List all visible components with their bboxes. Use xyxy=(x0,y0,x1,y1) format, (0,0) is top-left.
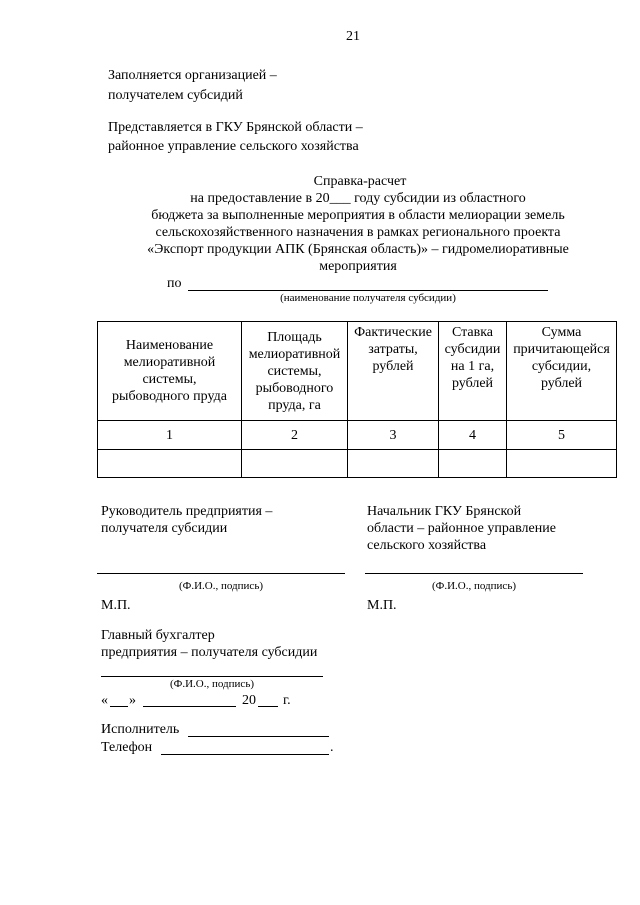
accountant-title-line-2: предприятия – получателя субсидии xyxy=(101,645,318,660)
executor-field[interactable] xyxy=(188,736,329,737)
table-header-actual-costs: Фактические затраты, рублей xyxy=(354,325,432,374)
table-header-area: Площадь мелиоративной системы, рыбоводного пруда, га xyxy=(248,329,341,413)
head-signature-caption: (Ф.И.О., подпись) xyxy=(179,580,263,592)
date-day-field[interactable] xyxy=(110,706,128,707)
phone-end-period: . xyxy=(330,740,334,755)
recipient-prefix: по xyxy=(167,276,182,291)
filled-by-line-2: получателем субсидий xyxy=(108,88,243,103)
accountant-signature-line[interactable] xyxy=(101,676,323,677)
date-year-prefix: 20 xyxy=(242,693,256,708)
table-data-cell-rate[interactable] xyxy=(439,450,506,477)
chief-signature-line[interactable] xyxy=(365,573,583,574)
head-title-line-2: получателя субсидии xyxy=(101,521,228,536)
date-close-quote: » xyxy=(129,693,136,708)
table-header-system: Наименование мелиоративной системы, рыбоводного пруда xyxy=(112,338,227,404)
chief-signature-caption: (Ф.И.О., подпись) xyxy=(432,580,516,592)
table-col-number-4: 4 xyxy=(469,427,476,443)
table-data-cell-system[interactable] xyxy=(98,450,241,477)
title-line-6: мероприятия xyxy=(319,259,397,274)
title-line-3: бюджета за выполненные мероприятия в области мелиорации земель xyxy=(151,208,565,223)
table-data-cell-actual-costs[interactable] xyxy=(348,450,438,477)
table-right-border xyxy=(616,321,617,478)
table-data-cell-subsidy-sum[interactable] xyxy=(507,450,616,477)
table-col-number-3: 3 xyxy=(389,427,397,443)
accountant-title-line-1: Главный бухгалтер xyxy=(101,628,215,643)
chief-title-line-1: Начальник ГКУ Брянской xyxy=(367,504,522,519)
accountant-signature-caption: (Ф.И.О., подпись) xyxy=(170,678,254,690)
table-data-cell-area[interactable] xyxy=(242,450,347,477)
recipient-caption: (наименование получателя субсидии) xyxy=(280,292,456,304)
filled-by-line-1: Заполняется организацией – xyxy=(108,68,277,83)
chief-title-line-2: области – районное управление xyxy=(367,521,556,536)
title-line-2: на предоставление в 20___ году субсидии из областного xyxy=(190,191,526,206)
table-bottom-border xyxy=(97,477,617,478)
head-signature-line[interactable] xyxy=(97,573,345,574)
executor-label: Исполнитель xyxy=(101,722,180,737)
date-year-field[interactable] xyxy=(258,706,278,707)
date-open-quote: « xyxy=(101,693,108,708)
document-title: Справка-расчет xyxy=(313,174,407,189)
table-col-number-1: 1 xyxy=(166,427,173,443)
phone-label: Телефон xyxy=(101,740,153,755)
chief-stamp-label: М.П. xyxy=(367,598,397,613)
table-header-rate: Ставка субсидии на 1 га, рублей xyxy=(444,325,501,391)
submitted-to-line-1: Представляется в ГКУ Брянской области – xyxy=(108,120,363,135)
title-line-5: «Экспорт продукции АПК (Брянская область)» – гидромелиоративные xyxy=(147,242,569,257)
phone-field[interactable] xyxy=(161,754,329,755)
date-year-suffix: г. xyxy=(283,693,291,708)
head-stamp-label: М.П. xyxy=(101,598,131,613)
recipient-name-line[interactable] xyxy=(188,290,548,291)
table-col-number-5: 5 xyxy=(558,427,565,443)
table-header-subsidy-sum: Сумма причитающейся субсидии, рублей xyxy=(513,325,610,391)
page-number: 21 xyxy=(346,29,360,44)
table-col-number-2: 2 xyxy=(291,427,298,443)
title-line-4: сельскохозяйственного назначения в рамках регионального проекта xyxy=(155,225,561,240)
chief-title-line-3: сельского хозяйства xyxy=(367,538,487,553)
submitted-to-line-2: районное управление сельского хозяйства xyxy=(108,139,359,154)
subsidy-table xyxy=(97,321,617,478)
date-month-field[interactable] xyxy=(143,706,236,707)
head-title-line-1: Руководитель предприятия – xyxy=(101,504,273,519)
